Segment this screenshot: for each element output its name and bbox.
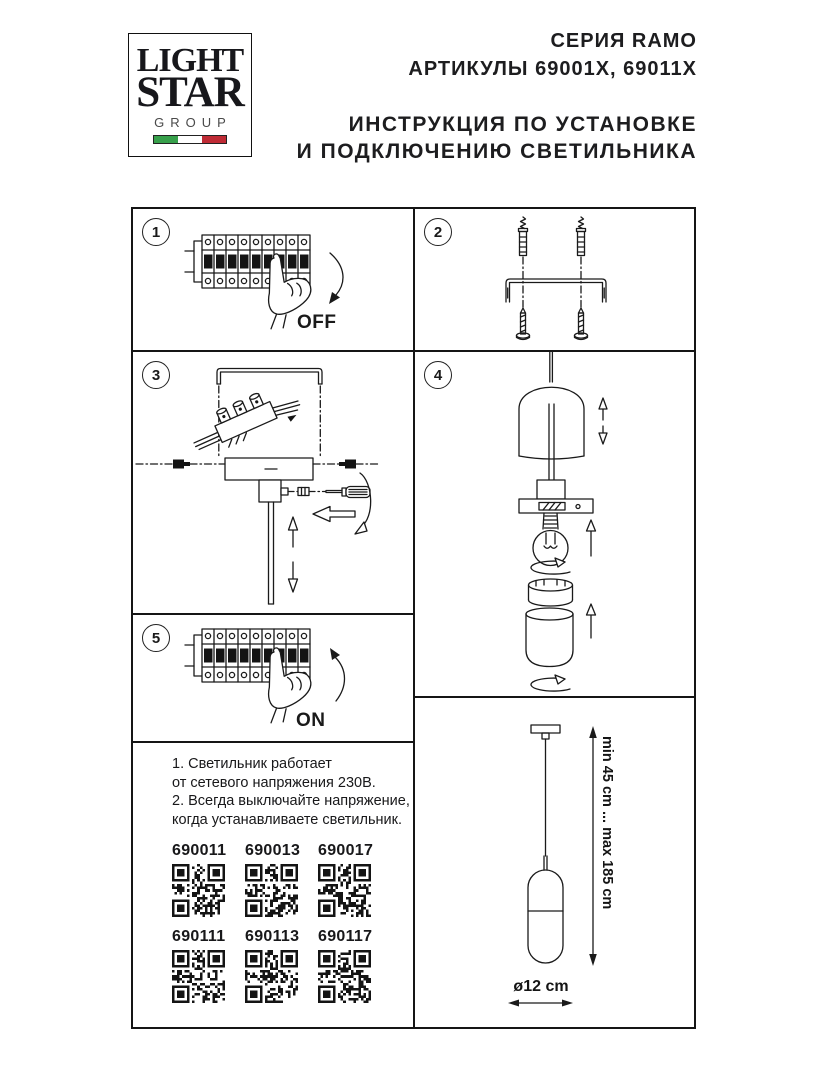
qr-code: [318, 864, 371, 917]
wall-anchor-icon: [577, 217, 586, 256]
step-4-panel: [415, 352, 694, 698]
qr-code: [172, 864, 225, 917]
step-4-badge: 4: [424, 361, 452, 389]
terminal-block: [186, 379, 305, 461]
article-item: [245, 928, 298, 1003]
capsule-shade: [528, 870, 563, 963]
note-line: когда устанавливаете светильник.: [172, 811, 403, 828]
lightstar-logo: [128, 33, 252, 157]
on-label: ON: [296, 710, 326, 731]
qr-code: [318, 950, 371, 1003]
wall-anchor-icon: [519, 217, 528, 256]
ceiling-plate: [531, 725, 560, 733]
article-number: 690117: [318, 928, 373, 945]
step-3-badge: 3: [142, 361, 170, 389]
breaker-on-diagram: [133, 615, 413, 741]
socket-plate: [519, 499, 593, 513]
screwdriver-icon: [326, 487, 370, 498]
off-label: OFF: [297, 312, 337, 333]
instruction-grid: [131, 207, 696, 1029]
canopy-mounting-diagram: [133, 352, 413, 613]
step-1-badge: 1: [142, 218, 170, 246]
up-down-arrow-icon: [599, 398, 607, 444]
articles-line: АРТИКУЛЫ 69001X, 69011X: [408, 58, 697, 80]
step-2-badge: 2: [424, 218, 452, 246]
height-dimension-arrow: [589, 726, 597, 966]
rotate-arrow-icon: [360, 473, 371, 527]
note-line: 1. Светильник работает: [172, 756, 332, 772]
push-left-arrow-icon: [313, 507, 355, 522]
article-number: 690011: [172, 842, 227, 859]
step-3-panel: [133, 352, 413, 615]
dimensions-panel: [415, 698, 694, 1027]
note-line: 2. Всегда выключайте напряжение,: [172, 793, 410, 809]
qr-code: [245, 864, 298, 917]
note-line: от сетевого напряжения 230В.: [172, 774, 376, 791]
step-1-panel: [133, 209, 413, 352]
series-title: СЕРИЯ RAMO: [550, 30, 697, 52]
article-number: 690111: [172, 928, 226, 945]
curved-arrow-up-icon: [335, 657, 345, 701]
article-item: [245, 842, 301, 917]
safety-notes: [172, 755, 410, 829]
retaining-ring: [529, 579, 573, 606]
italian-flag-bar: [153, 135, 227, 144]
article-item: [172, 928, 225, 1003]
step-5-badge: 5: [142, 624, 170, 652]
header: [297, 27, 697, 165]
notes-panel: [133, 743, 413, 1027]
mounting-bracket: [506, 279, 606, 302]
screw-icon: [575, 308, 588, 340]
breaker-off-diagram: [133, 209, 413, 350]
light-bulb-icon: [533, 513, 568, 566]
height-range-label: min 45 cm ... max 185 cm: [599, 736, 615, 910]
screw-icon: [517, 308, 530, 340]
logo-word-light: LIGHT: [136, 41, 244, 79]
article-number: 690013: [245, 842, 301, 859]
instruction-title-line2: И ПОДКЛЮЧЕНИЮ СВЕТИЛЬНИКА: [296, 140, 697, 163]
qr-code: [172, 950, 225, 1003]
article-number: 690113: [245, 928, 300, 945]
diameter-dimension-arrow: [508, 1000, 573, 1007]
curved-arrow-down-icon: [330, 253, 343, 295]
diameter-label: ø12 cm: [513, 978, 569, 995]
wall-fixing-diagram: [415, 209, 694, 350]
article-number: 690017: [318, 842, 374, 859]
qr-code: [245, 950, 298, 1003]
exploded-pendant-diagram: [415, 352, 694, 696]
dome-canopy: [519, 387, 584, 456]
article-item: [318, 842, 374, 917]
step-2-panel: [415, 209, 694, 352]
article-item: [172, 842, 225, 917]
logo-word-star: STAR: [136, 68, 244, 116]
article-qr-grid: [172, 842, 374, 1003]
cylinder-shade: [526, 608, 573, 667]
article-item: [318, 928, 371, 1003]
step-5-panel: [133, 615, 413, 743]
instruction-title-line1: ИНСТРУКЦИЯ ПО УСТАНОВКЕ: [348, 113, 697, 136]
logo-word-group: GROUP: [154, 115, 232, 131]
